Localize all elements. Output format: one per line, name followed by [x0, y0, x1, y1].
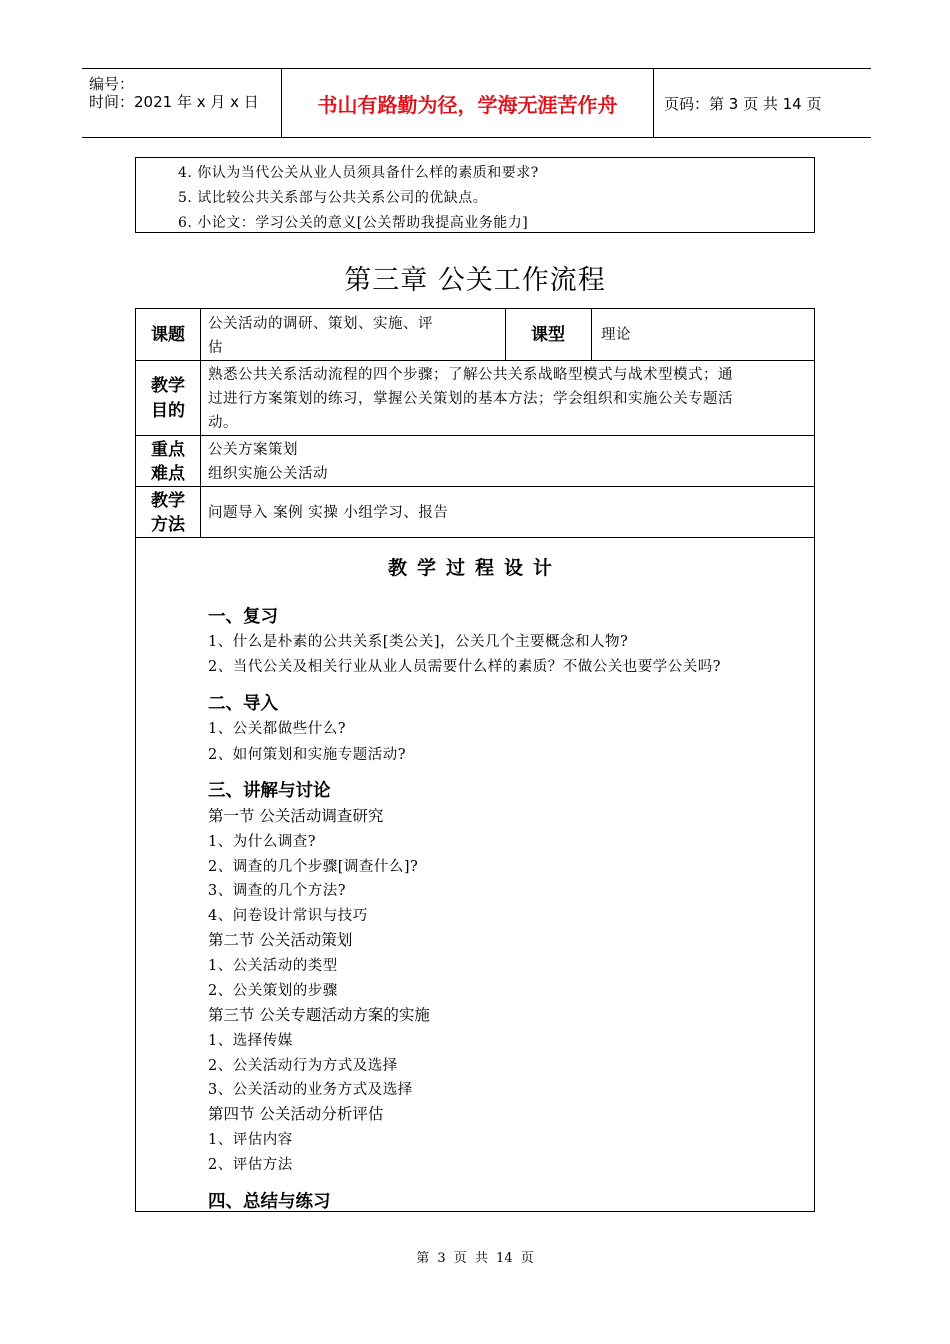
row-divider	[136, 486, 814, 487]
key-text-line: 公关方案策划	[208, 442, 298, 458]
subsection-heading: 第二节 公关活动策划	[208, 931, 353, 949]
previous-questions-box	[135, 157, 815, 233]
list-item: 3、调查的几个方法?	[208, 883, 346, 899]
topic-value-line: 公关活动的调研、策划、实施、评	[208, 316, 433, 332]
method-label: 方法	[151, 515, 185, 535]
row-divider	[136, 360, 814, 361]
type-value: 理论	[601, 327, 631, 343]
question-item: 4. 你认为当代公关从业人员须具备什么样的素质和要求?	[178, 165, 539, 181]
goal-text-line: 熟悉公共关系活动流程的四个步骤；了解公共关系战略型模式与战术型模式；通	[208, 367, 733, 383]
method-label: 教学	[151, 491, 185, 511]
list-item: 2、当代公关及相关行业从业人员需要什么样的素质？不做公关也要学公关吗?	[208, 659, 721, 675]
list-item: 2、评估方法	[208, 1157, 293, 1173]
list-item: 1、选择传媒	[208, 1033, 293, 1049]
column-divider	[200, 309, 201, 537]
goal-label: 目的	[151, 401, 185, 421]
page-label: 页码：第 3 页 共 14 页	[664, 94, 822, 113]
motto-text: 书山有路勤为径，学海无涯苦作舟	[317, 92, 618, 117]
section-heading: 四、总结与练习	[208, 1192, 331, 1212]
question-item: 6. 小论文：学习公关的意义[公关帮助我提高业务能力]	[178, 215, 529, 231]
subsection-heading: 第三节 公关专题活动方案的实施	[208, 1006, 430, 1024]
type-label: 课型	[531, 325, 565, 345]
list-item: 4、问卷设计常识与技巧	[208, 908, 368, 924]
list-item: 2、如何策划和实施专题活动?	[208, 747, 406, 763]
page-header	[82, 68, 871, 138]
list-item: 2、调查的几个步骤[调查什么]?	[208, 859, 419, 875]
list-item: 1、什么是朴素的公共关系[类公关]，公关几个主要概念和人物?	[208, 634, 629, 650]
list-item: 2、公关活动行为方式及选择	[208, 1058, 398, 1074]
lesson-table	[135, 308, 815, 1212]
row-divider	[136, 537, 814, 538]
process-title: 教学过程设计	[387, 557, 562, 579]
chapter-title: 第三章 公关工作流程	[344, 265, 606, 296]
header-page-cell	[654, 69, 871, 137]
page-footer: 第 3 页 共 14 页	[416, 1251, 534, 1266]
goal-text-line: 过进行方案策划的练习，掌握公关策划的基本方法；学会组织和实施公关专题活	[208, 391, 733, 407]
header-meta	[82, 69, 282, 137]
goal-text-line: 动。	[208, 415, 238, 431]
section-heading: 二、导入	[208, 694, 278, 714]
topic-value-line: 估	[208, 340, 223, 356]
column-divider	[591, 309, 592, 360]
list-item: 1、为什么调查?	[208, 834, 316, 850]
method-value: 问题导入 案例 实操 小组学习、报告	[208, 505, 449, 521]
list-item: 3、公关活动的业务方式及选择	[208, 1082, 413, 1098]
topic-label: 课题	[151, 325, 185, 345]
list-item: 2、公关策划的步骤	[208, 983, 338, 999]
section-heading: 一、复习	[208, 607, 278, 627]
date-label: 时间：2021 年 x 月 x 日	[89, 93, 259, 111]
row-divider	[136, 435, 814, 436]
key-label: 难点	[151, 464, 185, 484]
goal-label: 教学	[151, 376, 185, 396]
question-item: 5. 试比较公共关系部与公共关系公司的优缺点。	[178, 190, 488, 206]
key-label: 重点	[151, 440, 185, 460]
number-label: 编号：	[89, 75, 135, 93]
list-item: 1、公关都做些什么?	[208, 721, 346, 737]
section-heading: 三、讲解与讨论	[208, 781, 331, 801]
subsection-heading: 第一节 公关活动调查研究	[208, 807, 384, 825]
header-motto-cell	[282, 69, 654, 137]
list-item: 1、公关活动的类型	[208, 958, 338, 974]
subsection-heading: 第四节 公关活动分析评估	[208, 1105, 384, 1123]
key-text-line: 组织实施公关活动	[208, 466, 328, 482]
list-item: 1、评估内容	[208, 1132, 293, 1148]
